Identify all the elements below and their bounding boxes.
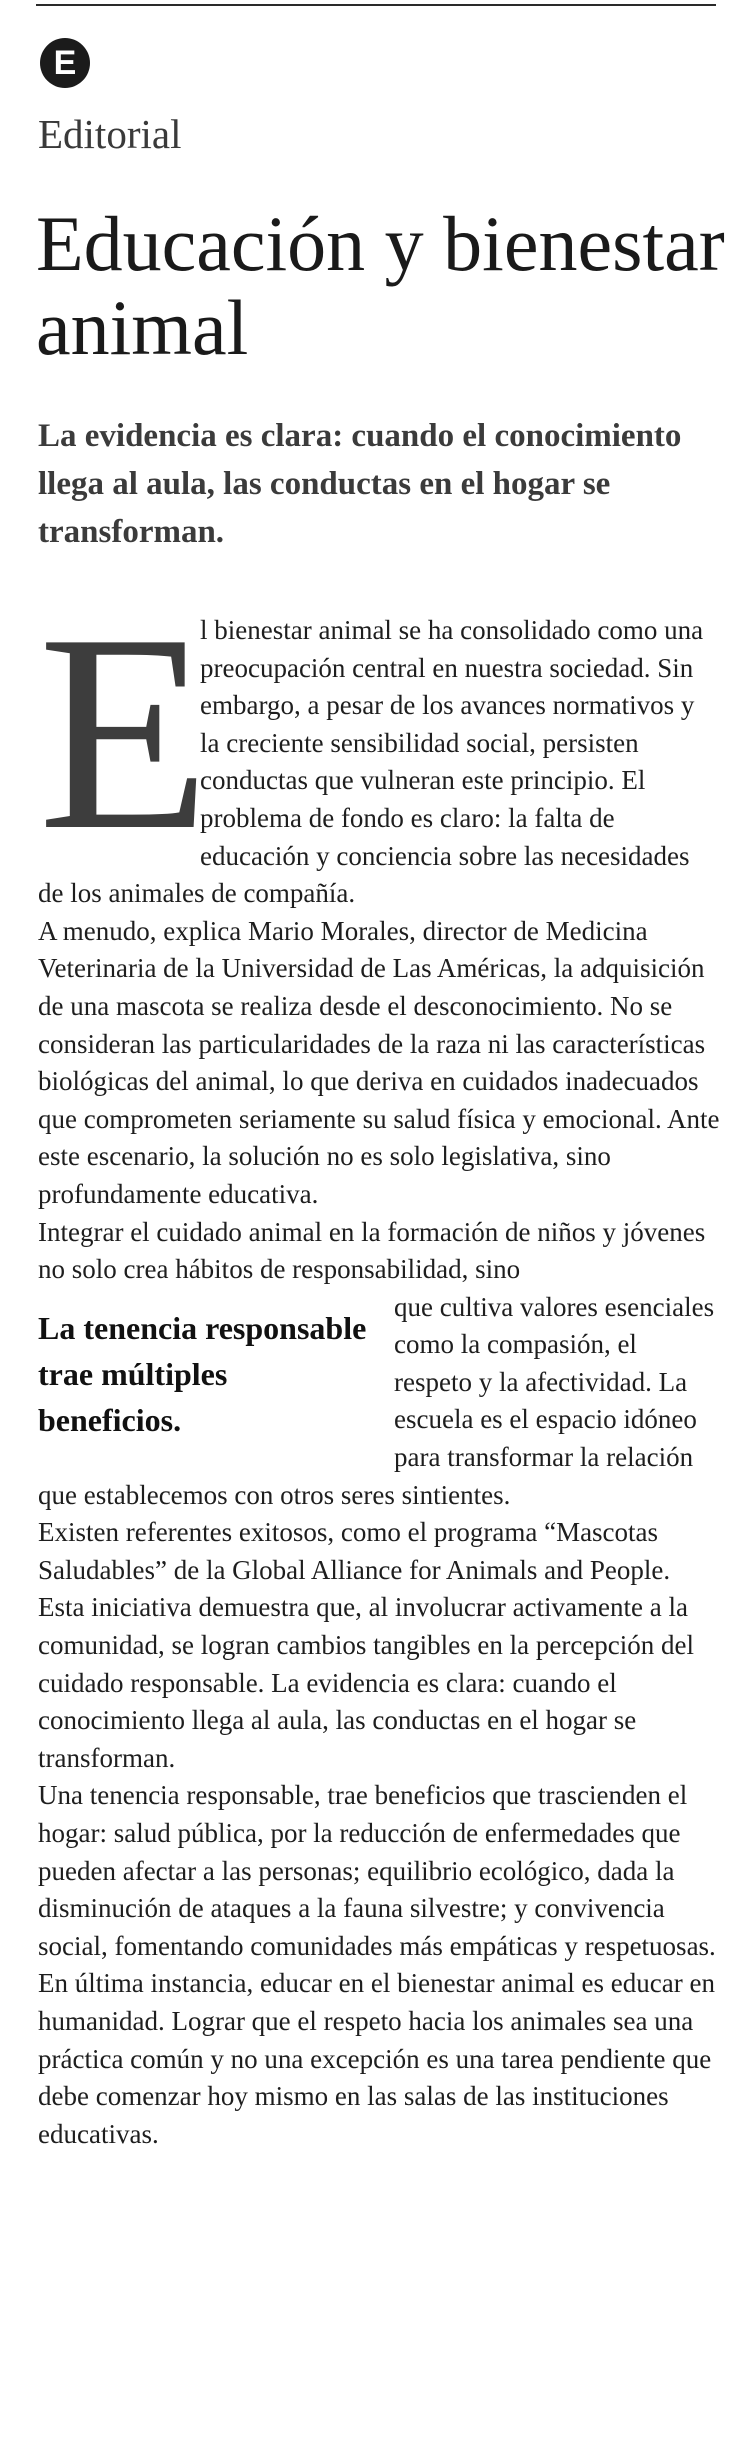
article-body (38, 576, 720, 2153)
section-badge: E (40, 38, 90, 88)
paragraph-1 (38, 576, 720, 913)
drop-cap: E (38, 576, 211, 888)
section-label: Editorial (38, 111, 182, 157)
top-rule (36, 4, 716, 6)
headline: Educación y bienestar animal (36, 200, 725, 371)
paragraph-4: que cultiva valores esenciales como la compasión, el respeto y la afectividad. La escuela es el espacio idóneo para transformar la relación que establecemos con otros seres sintientes. (38, 1291, 715, 1510)
paragraph-1-text: l bienestar animal se ha consolidado como una preocupación central en nuestra sociedad. Sin embargo, a pesar de los avances normativos y la creciente sensibilidad social, persisten conductas que vulneran este principio. El problema de fondo es claro: la falta de educación y conciencia sobre las necesidades de los animales de compañía. (38, 615, 704, 909)
paragraph-2: A menudo, explica Mario Morales, director de Medicina Veterinaria de la Universidad de Las Américas, la adquisición de una mascota se realiza desde el desconocimiento. No se consideran las particularidades de la raza ni las características biológicas del animal, lo que deriva en cuidados inadecuados que comprometen seriamente su salud física y emocional. Ante este escenario, la solución no es solo legislativa, sino profundamente educativa. (38, 915, 720, 1209)
paragraph-7: En última instancia, educar en el bienestar animal es educar en humanidad. Lograr que el respeto hacia los animales sea una práctica común y no una excepción es una tarea pendiente que debe comenzar hoy mismo en las salas de las instituciones educativas. (38, 1968, 715, 2149)
paragraph-5: Existen referentes exitosos, como el programa “Mascotas Saludables” de la Global Alliance for Animals and People. Esta iniciativa demuestra que, al involucrar activamente a la comunidad, se logran cambios tangibles en la percepción del cuidado responsable. La evidencia es clara: cuando el conocimiento llega al aula, las conductas en el hogar se transforman. (38, 1517, 695, 1773)
pull-quote: La tenencia responsable trae múltiples beneficios. (38, 1309, 367, 1438)
paragraph-3: Integrar el cuidado animal en la formación de niños y jóvenes no solo crea hábitos de responsabilidad, sino (38, 1216, 706, 1285)
deck: La evidencia es clara: cuando el conocimiento llega al aula, las conductas en el hogar se transforman. (38, 418, 682, 550)
paragraph-6: Una tenencia responsable, trae beneficios que trascienden el hogar: salud pública, por la reducción de enfermedades que pueden afectar a las personas; equilibrio ecológico, dada la disminución de ataques a la fauna silvestre; y convivencia social, fomentando comunidades más empáticas y respetuosas. (38, 1780, 716, 1961)
